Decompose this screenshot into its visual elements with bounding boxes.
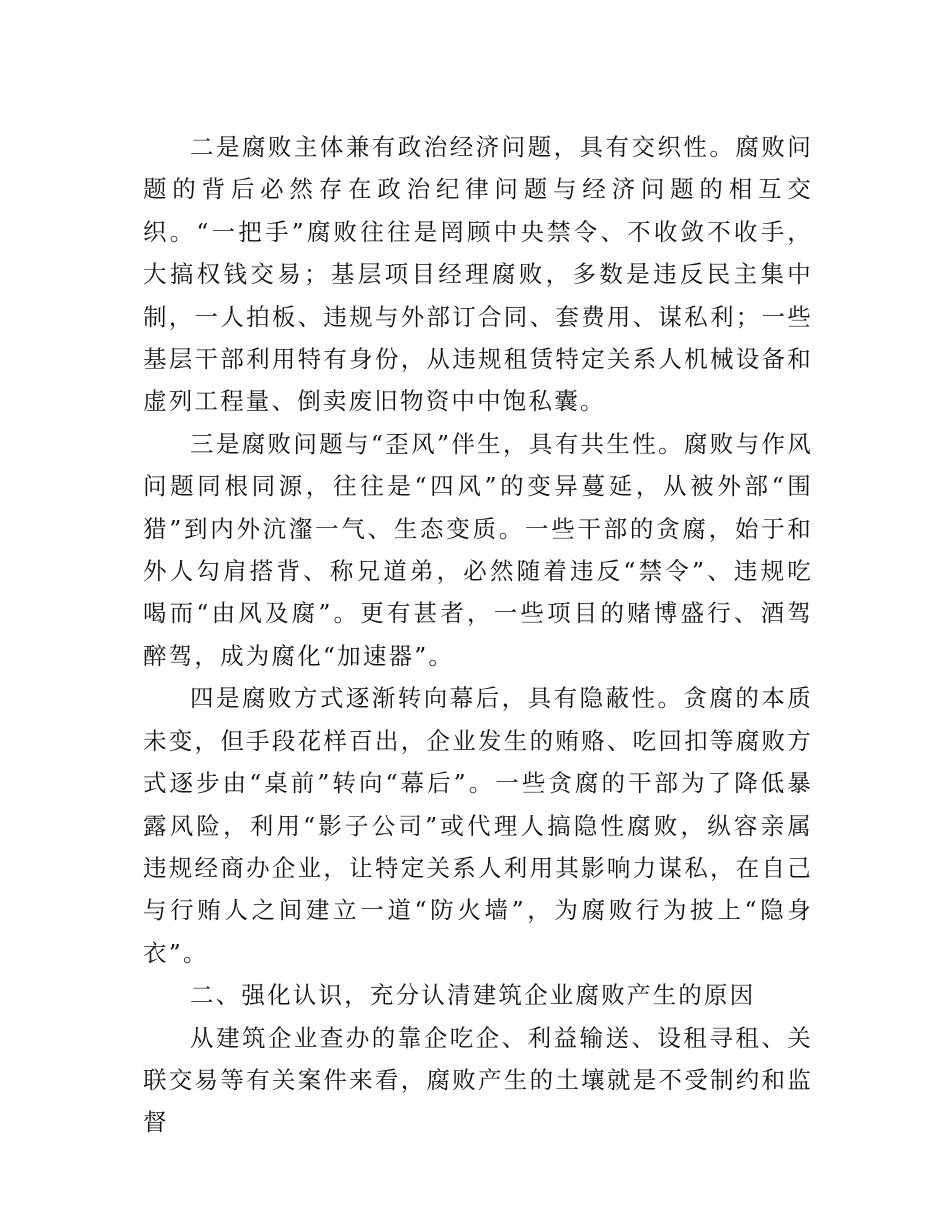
paragraph-concealment: 四是腐败方式逐渐转向幕后，具有隐蔽性。贪腐的本质未变，但手段花样百出，企业发生的贿赂、吃回扣等腐败方式逐步由“桌前”转向“幕后”。一些贪腐的干部为了降低暴露风险，利用“影子公司”或代理人搞隐性腐败，纵容亲属违规经商办企业，让特定关系人利用其影响力谋私，在自己与行贿人之间建立一道“防火墙”，为腐败行为披上“隐身衣”。 <box>143 684 813 967</box>
paragraph-causes: 从建筑企业查办的靠企吃企、利益输送、设租寻租、关联交易等有关案件来看，腐败产生的土壤就是不受制约和监督 <box>143 1023 813 1137</box>
paragraph-symbiosis: 三是腐败问题与“歪风”伴生，具有共生性。腐败与作风问题同根同源，往往是“四风”的变异蔓延，从被外部“围猎”到内外沆瀣一气、生态变质。一些干部的贪腐，始于和外人勾肩搭背、称兄道弟，必然随着违反“禁令”、违规吃喝而“由风及腐”。更有甚者，一些项目的赌博盛行、酒驾醉驾，成为腐化“加速器”。 <box>143 429 813 670</box>
document-body <box>143 126 813 1144</box>
paragraph-interweaving: 二是腐败主体兼有政治经济问题，具有交织性。腐败问题的背后必然存在政治纪律问题与经济问题的相互交织。“一把手”腐败往往是罔顾中央禁令、不收敛不收手，大搞权钱交易；基层项目经理腐败，多数是违反民主集中制，一人拍板、违规与外部订合同、套费用、谋私利；一些基层干部利用特有身份，从违规租赁特定关系人机械设备和虚列工程量、倒卖废旧物资中中饱私囊。 <box>143 133 813 416</box>
section-heading: 二、强化认识，充分认清建筑企业腐败产生的原因 <box>190 981 756 1010</box>
